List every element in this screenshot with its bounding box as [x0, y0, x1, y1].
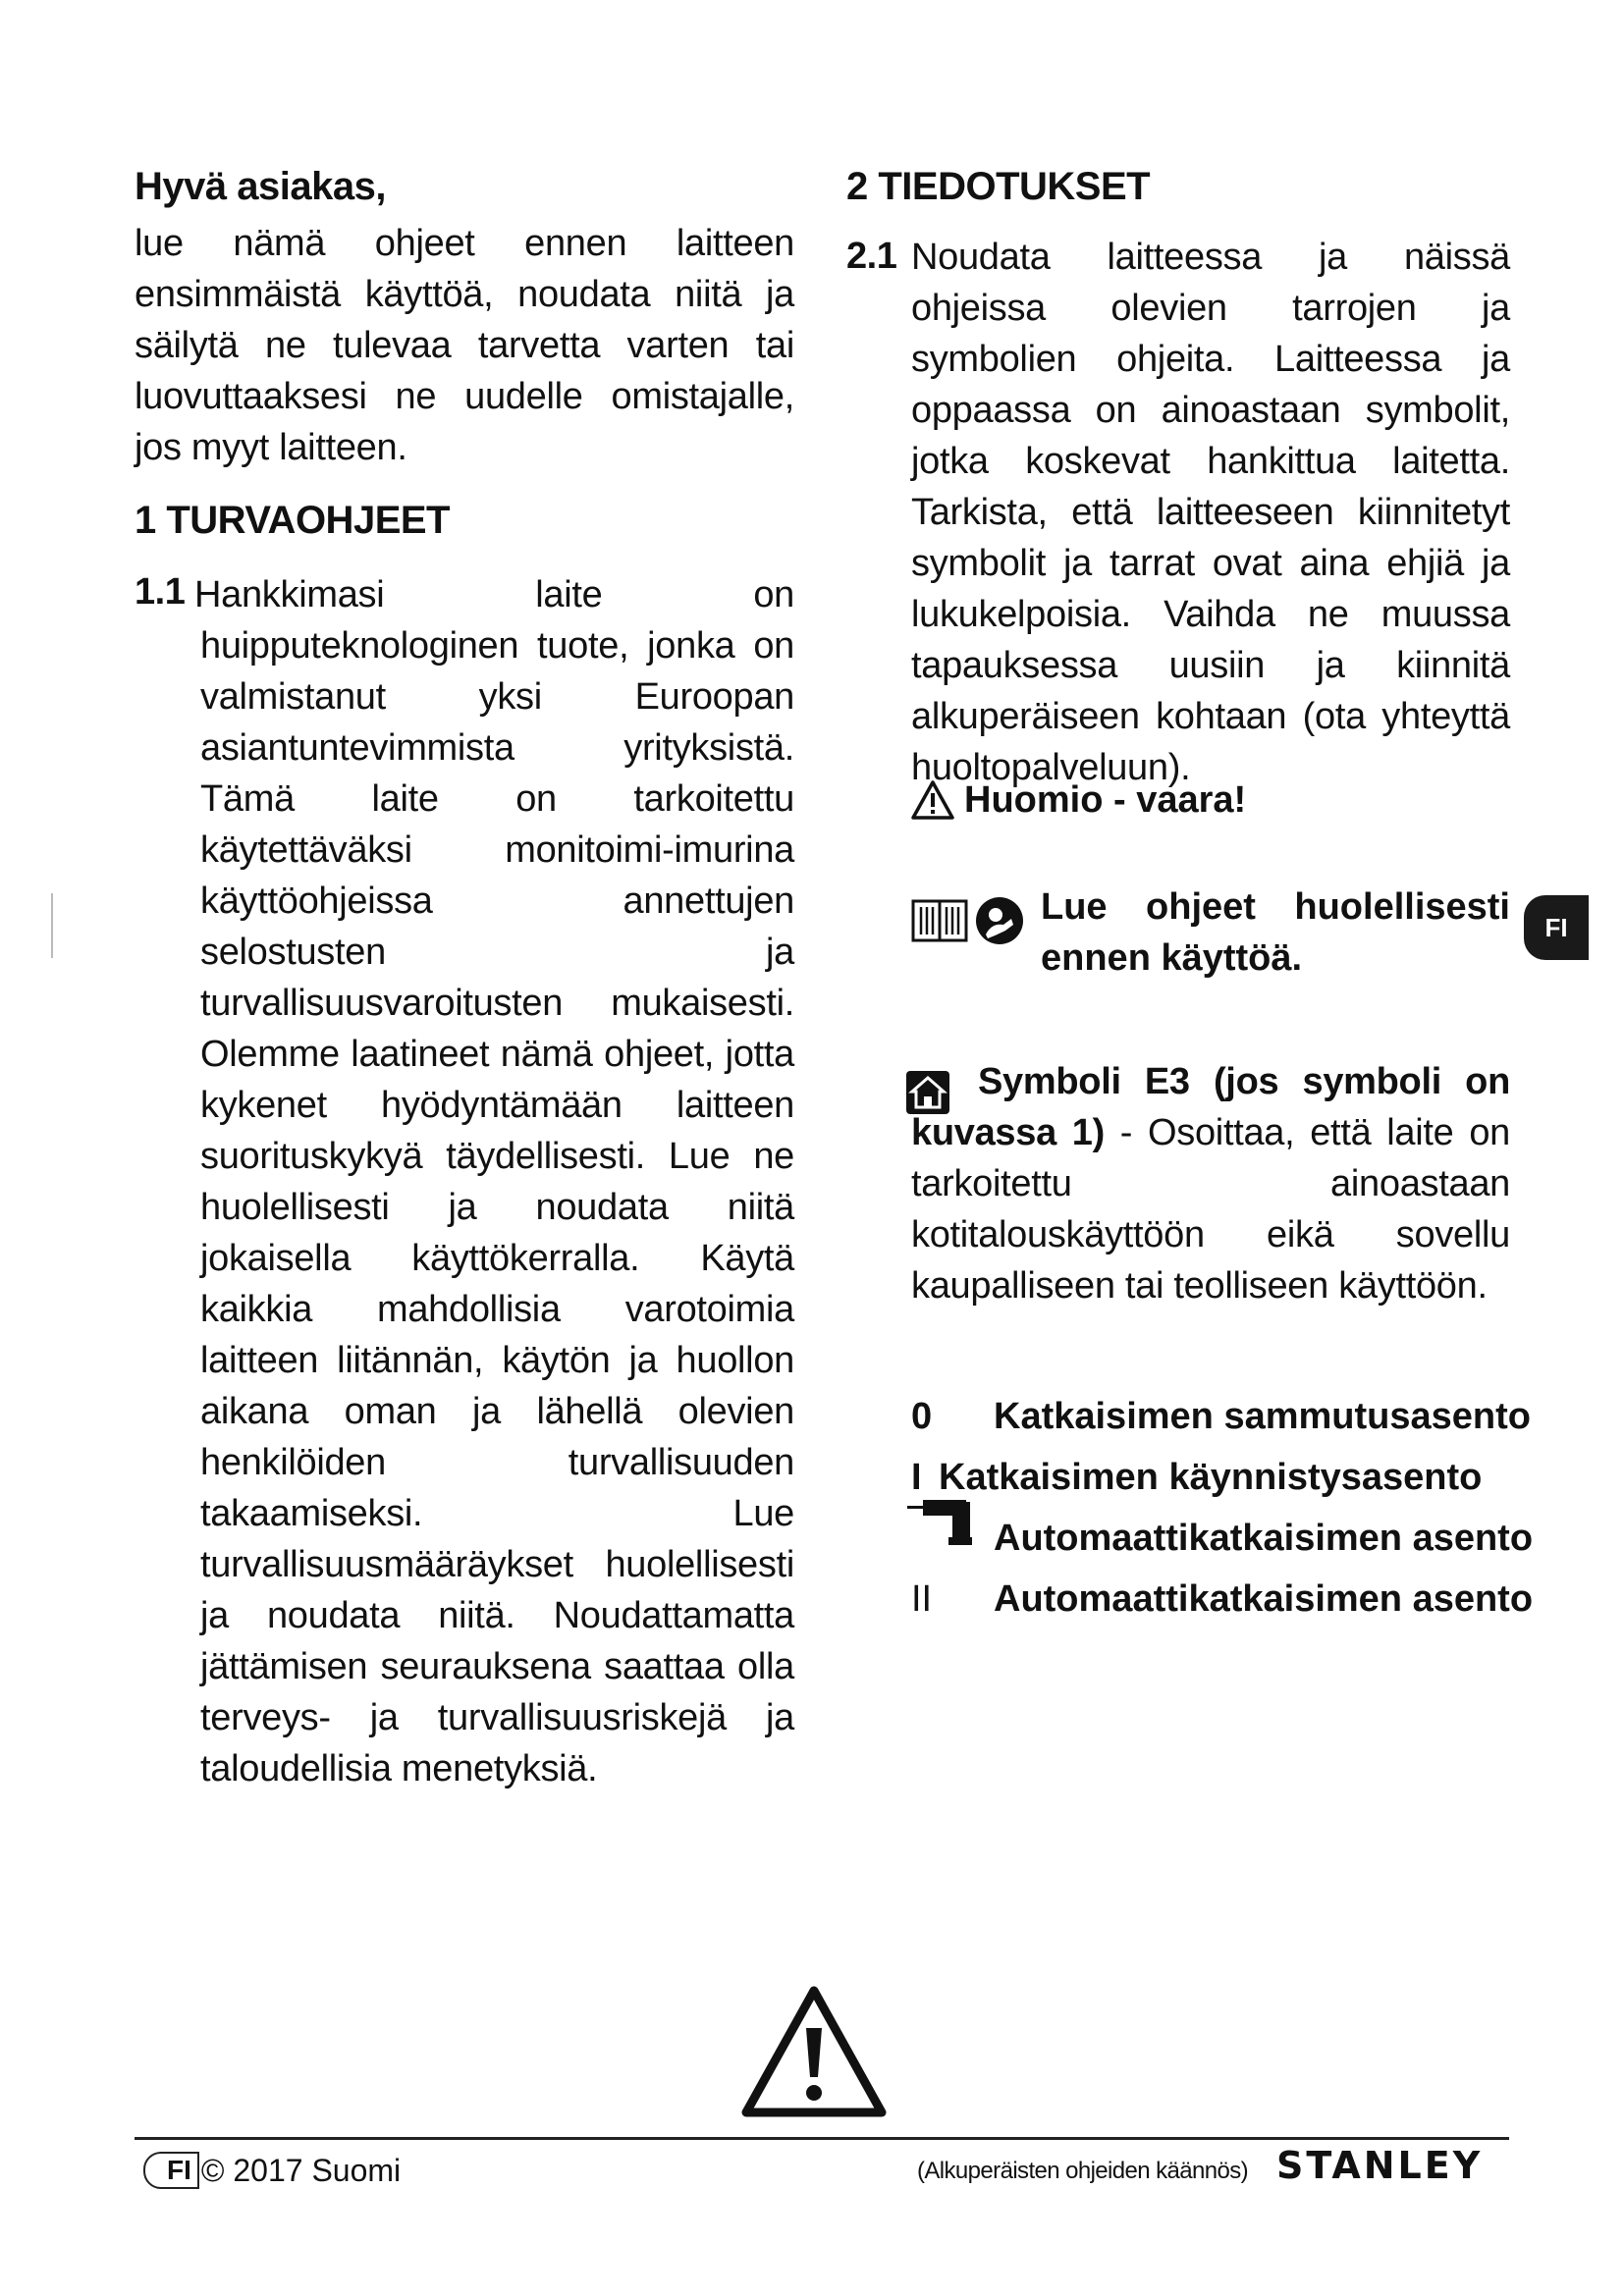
item-2-1-number: 2.1: [846, 236, 897, 277]
footer-rule: [135, 2137, 1509, 2140]
power-tool-icon: [905, 1494, 988, 1549]
e3-description: - Osoittaa, että laite on tarkoitettu ainoastaan kotitalouskäyttöön eikä sovellu kaupalliseen tai teolliseen käyttöön.: [911, 1112, 1510, 1307]
margin-line: [51, 893, 53, 958]
switch-symbol-0: 0: [911, 1396, 933, 1437]
warning-label: Huomio - vaara!: [964, 778, 1247, 821]
item-1-1-number: 1.1: [135, 571, 186, 613]
brand-logo: STANLEY: [1276, 2144, 1484, 2187]
read-instructions-icon: [974, 895, 1025, 946]
warning-row: [911, 775, 1246, 825]
switch-position-auto-ii: [911, 1569, 1533, 1629]
footer-translation-note: (Alkuperäisten ohjeiden käännös): [917, 2158, 1249, 2184]
switch-positions-list: [911, 1386, 1533, 1629]
item-1-1-text: Hankkimasi laite on huipputeknologinen tuote, jonka on valmistanut yksi Euroopan asiantuntevimmista yrityksistä. Tämä laite on tarkoitettu käytettäväksi monitoimi-imurina käyttöohjeissa annettujen selostusten ja turvallisuusvaroitusten mukaisesti. Olemme laatineet nämä ohjeet, jotta kykenet hyödyntämään laitteen suorituskykyä täydellisesti. Lue ne huolellisesti ja noudata niitä jokaisella käyttökerralla. Käytä kaikkia mahdollisia varotoimia laitteen liitännän, käytön ja huollon aikana oman ja lähellä olevien henkilöiden turvallisuuden takaamiseksi. Lue turvallisuusmääräykset huolellisesti ja noudata niitä. Noudattamatta jättämisen seurauksena saattaa olla terveys- ja turvallisuusriskejä ja taloudellisia menetyksiä.: [194, 574, 794, 1789]
switch-label-auto: Automaattikatkaisimen asento: [994, 1518, 1534, 1559]
switch-symbol-1: I: [911, 1457, 922, 1498]
footer-lang-badge: FI: [143, 2152, 199, 2189]
switch-label-on: Katkaisimen käynnistysasento: [939, 1457, 1483, 1498]
switch-position-off: [911, 1386, 1533, 1447]
switch-symbol-ii: II: [911, 1578, 933, 1620]
read-manual-icons: [911, 895, 1025, 946]
footer-copyright: © 2017 Suomi: [200, 2152, 402, 2188]
large-warning-icon: [740, 1983, 888, 2120]
e3-bold-label: Symboli E3 (jos symboli on kuvassa 1): [911, 1061, 1510, 1153]
manual-book-icon: [911, 897, 968, 944]
switch-position-on: [911, 1447, 1533, 1508]
language-side-tab: FI: [1524, 895, 1589, 960]
switch-position-auto: [911, 1508, 1533, 1569]
section-1-title: 1 TURVAOHJEET: [135, 499, 450, 542]
switch-label-off: Katkaisimen sammutusasento: [994, 1396, 1531, 1437]
warning-triangle-icon: [911, 779, 954, 821]
section-2-title: 2 TIEDOTUKSET: [846, 165, 1151, 208]
intro-paragraph: lue nämä ohjeet ennen laitteen ensimmäistä käyttöä, noudata niitä ja säilytä ne tulevaa tarvetta varten tai luovuttaaksesi ne uudelle omistajalle, jos myyt laitteen.: [135, 223, 794, 468]
switch-label-auto-ii: Automaattikatkaisimen asento: [994, 1578, 1534, 1620]
item-2-1-text: Noudata laitteessa ja näissä ohjeissa olevien tarrojen ja symbolien ohjeita. Laitteessa ja oppaassa on ainoastaan symbolit, jotka koskevat hankittua laitetta. Tarkista, että laitteeseen kiinnitetyt symbolit ja tarrat ovat aina ehjiä ja lukukelpoisia. Vaihda ne muussa tapauksessa uusiin ja kiinnitä alkuperäiseen kohtaan (ota yhteyttä huoltopalveluun).: [911, 237, 1510, 788]
e3-paragraph: [911, 1056, 1510, 1311]
read-manual-text: Lue ohjeet huolellisesti ennen käyttöä.: [1041, 886, 1510, 979]
greeting: Hyvä asiakas,: [135, 165, 386, 208]
footer-left: [143, 2152, 401, 2189]
